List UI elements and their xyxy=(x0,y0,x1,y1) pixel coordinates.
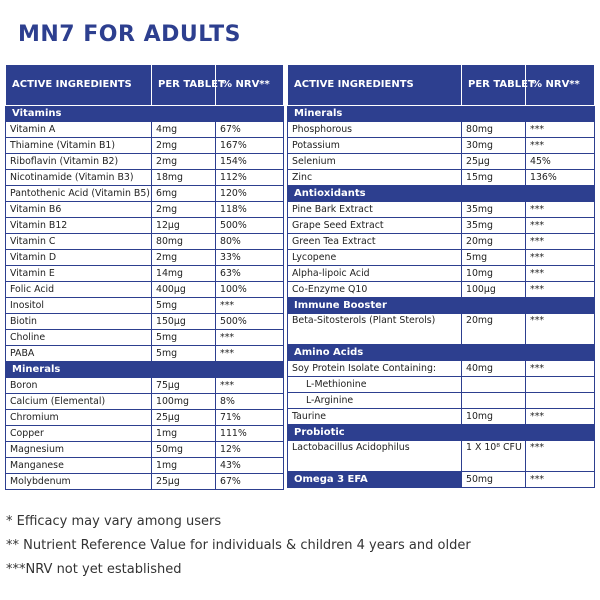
footnote: * Efficacy may vary among users xyxy=(6,514,222,529)
table-row xyxy=(288,122,595,138)
amount-cell: 50mg xyxy=(462,472,526,488)
section-header-row xyxy=(6,106,284,122)
nrv-cell: 80% xyxy=(216,234,284,250)
table-row xyxy=(288,361,595,377)
ingredient-cell: Folic Acid xyxy=(6,282,152,298)
section-header-row xyxy=(288,106,595,122)
table-row xyxy=(288,314,595,345)
amount-cell: 75µg xyxy=(152,378,216,394)
header-nrv: % NRV** xyxy=(216,65,284,106)
nrv-cell: 111% xyxy=(216,426,284,442)
amount-cell: 2mg xyxy=(152,250,216,266)
nrv-cell: *** xyxy=(526,314,595,345)
amount-cell: 20mg xyxy=(462,314,526,345)
amount-cell: 25µg xyxy=(152,410,216,426)
nrv-cell: *** xyxy=(526,234,595,250)
table-row xyxy=(288,218,595,234)
nrv-cell: 112% xyxy=(216,170,284,186)
amount-cell: 50mg xyxy=(152,442,216,458)
table-row xyxy=(6,474,284,490)
nrv-cell: 100% xyxy=(216,282,284,298)
table-row xyxy=(288,154,595,170)
table-row xyxy=(6,170,284,186)
amount-cell: 6mg xyxy=(152,186,216,202)
table-row xyxy=(6,218,284,234)
nrv-cell: *** xyxy=(526,250,595,266)
ingredient-cell: Alpha-lipoic Acid xyxy=(288,266,462,282)
ingredient-cell: Riboflavin (Vitamin B2) xyxy=(6,154,152,170)
table-header-row xyxy=(288,65,595,106)
nrv-cell: 63% xyxy=(216,266,284,282)
ingredient-cell: Boron xyxy=(6,378,152,394)
table-row xyxy=(6,234,284,250)
amount-cell: 2mg xyxy=(152,202,216,218)
ingredient-cell: Soy Protein Isolate Containing: xyxy=(288,361,462,377)
section-title: Vitamins xyxy=(6,106,284,122)
amount-cell: 40mg xyxy=(462,361,526,377)
ingredient-cell: Biotin xyxy=(6,314,152,330)
nrv-cell: 120% xyxy=(216,186,284,202)
amount-cell: 14mg xyxy=(152,266,216,282)
amount-cell: 25µg xyxy=(152,474,216,490)
table-header-row xyxy=(6,65,284,106)
nrv-cell: 43% xyxy=(216,458,284,474)
ingredient-cell: Pantothenic Acid (Vitamin B5) xyxy=(6,186,152,202)
section-title: Omega 3 EFA xyxy=(288,472,462,488)
nrv-cell: 33% xyxy=(216,250,284,266)
amount-cell: 25µg xyxy=(462,154,526,170)
amount-cell: 35mg xyxy=(462,218,526,234)
amount-cell: 1mg xyxy=(152,426,216,442)
amount-cell: 150µg xyxy=(152,314,216,330)
table-row xyxy=(288,138,595,154)
amount-cell: 5mg xyxy=(152,346,216,362)
table-row xyxy=(6,250,284,266)
ingredient-cell: Molybdenum xyxy=(6,474,152,490)
header-nrv: % NRV** xyxy=(526,65,595,106)
ingredient-cell: Magnesium xyxy=(6,442,152,458)
ingredient-cell: Vitamin E xyxy=(6,266,152,282)
table-row xyxy=(288,282,595,298)
table-row xyxy=(6,202,284,218)
ingredient-cell: Choline xyxy=(6,330,152,346)
amount-cell: 12µg xyxy=(152,218,216,234)
ingredient-cell: Taurine xyxy=(288,409,462,425)
section-title: Probiotic xyxy=(288,425,595,441)
nrv-cell: 67% xyxy=(216,474,284,490)
page-title: MN7 FOR ADULTS xyxy=(18,22,241,47)
table-row xyxy=(6,330,284,346)
section-header-row xyxy=(288,345,595,361)
ingredient-cell: Nicotinamide (Vitamin B3) xyxy=(6,170,152,186)
amount-cell: 2mg xyxy=(152,154,216,170)
ingredients-table-left xyxy=(5,64,284,490)
ingredient-cell: Potassium xyxy=(288,138,462,154)
amount-cell: 100mg xyxy=(152,394,216,410)
ingredient-cell: Copper xyxy=(6,426,152,442)
nrv-cell: *** xyxy=(216,330,284,346)
header-per-tablet: PER TABLET xyxy=(462,65,526,106)
section-header-row xyxy=(288,425,595,441)
footnote: ***NRV not yet established xyxy=(6,562,182,577)
amount-cell: 5mg xyxy=(152,298,216,314)
table-row xyxy=(288,250,595,266)
nrv-cell: *** xyxy=(526,441,595,472)
ingredient-cell: Vitamin D xyxy=(6,250,152,266)
ingredient-cell: Lycopene xyxy=(288,250,462,266)
nrv-cell: 71% xyxy=(216,410,284,426)
ingredients-table-right xyxy=(287,64,595,488)
table-row xyxy=(6,410,284,426)
nrv-cell: *** xyxy=(216,298,284,314)
amount-cell: 80mg xyxy=(462,122,526,138)
section-title: Amino Acids xyxy=(288,345,595,361)
ingredient-cell: Vitamin A xyxy=(6,122,152,138)
table-row xyxy=(6,266,284,282)
nrv-cell: *** xyxy=(216,378,284,394)
amount-cell: 20mg xyxy=(462,234,526,250)
nrv-cell: *** xyxy=(526,361,595,377)
table-row xyxy=(288,393,595,409)
nrv-cell: 154% xyxy=(216,154,284,170)
table-row xyxy=(288,409,595,425)
nrv-cell: 45% xyxy=(526,154,595,170)
nrv-cell: 118% xyxy=(216,202,284,218)
table-row xyxy=(288,472,595,488)
ingredient-cell: Vitamin B12 xyxy=(6,218,152,234)
amount-cell: 18mg xyxy=(152,170,216,186)
section-title: Minerals xyxy=(288,106,595,122)
header-ingredients: ACTIVE INGREDIENTS xyxy=(6,65,152,106)
ingredient-cell: Inositol xyxy=(6,298,152,314)
ingredient-cell: Selenium xyxy=(288,154,462,170)
nrv-cell: *** xyxy=(526,266,595,282)
ingredient-cell: L-Arginine xyxy=(288,393,462,409)
section-header-row xyxy=(6,362,284,378)
nrv-cell: 67% xyxy=(216,122,284,138)
ingredient-cell: Vitamin B6 xyxy=(6,202,152,218)
nrv-cell: *** xyxy=(526,202,595,218)
amount-cell xyxy=(462,393,526,409)
table-row xyxy=(288,202,595,218)
amount-cell: 4mg xyxy=(152,122,216,138)
nrv-cell: 136% xyxy=(526,170,595,186)
amount-cell: 5mg xyxy=(152,330,216,346)
section-header-row xyxy=(288,186,595,202)
amount-cell: 2mg xyxy=(152,138,216,154)
table-row xyxy=(6,122,284,138)
table-row xyxy=(288,441,595,472)
header-ingredients: ACTIVE INGREDIENTS xyxy=(288,65,462,106)
nrv-cell: 500% xyxy=(216,218,284,234)
table-row xyxy=(6,314,284,330)
ingredient-cell: Co-Enzyme Q10 xyxy=(288,282,462,298)
footnote: ** Nutrient Reference Value for individuals & children 4 years and older xyxy=(6,538,471,553)
ingredient-cell: Chromium xyxy=(6,410,152,426)
table-row xyxy=(6,458,284,474)
nrv-cell: *** xyxy=(526,122,595,138)
section-title: Immune Booster xyxy=(288,298,595,314)
amount-cell: 80mg xyxy=(152,234,216,250)
section-title: Minerals xyxy=(6,362,284,378)
amount-cell: 30mg xyxy=(462,138,526,154)
nrv-cell: *** xyxy=(216,346,284,362)
nrv-cell: 500% xyxy=(216,314,284,330)
table-row xyxy=(6,282,284,298)
header-per-tablet: PER TABLET xyxy=(152,65,216,106)
section-title: Antioxidants xyxy=(288,186,595,202)
nrv-cell xyxy=(526,377,595,393)
nrv-cell: *** xyxy=(526,138,595,154)
amount-cell: 5mg xyxy=(462,250,526,266)
table-row xyxy=(288,377,595,393)
ingredient-cell: Grape Seed Extract xyxy=(288,218,462,234)
section-header-row xyxy=(288,298,595,314)
ingredient-cell: Thiamine (Vitamin B1) xyxy=(6,138,152,154)
nrv-cell: 12% xyxy=(216,442,284,458)
ingredient-cell: Manganese xyxy=(6,458,152,474)
amount-cell: 10mg xyxy=(462,266,526,282)
table-row xyxy=(6,426,284,442)
ingredient-cell: Lactobacillus Acidophilus xyxy=(288,441,462,472)
amount-cell: 15mg xyxy=(462,170,526,186)
footnotes xyxy=(6,510,471,582)
ingredient-cell: Vitamin C xyxy=(6,234,152,250)
amount-cell: 1 X 10⁸ CFU xyxy=(462,441,526,472)
table-row xyxy=(6,346,284,362)
amount-cell xyxy=(462,377,526,393)
table-row xyxy=(6,298,284,314)
nrv-cell: 167% xyxy=(216,138,284,154)
amount-cell: 10mg xyxy=(462,409,526,425)
table-row xyxy=(6,138,284,154)
nrv-cell xyxy=(526,393,595,409)
amount-cell: 1mg xyxy=(152,458,216,474)
amount-cell: 35mg xyxy=(462,202,526,218)
ingredient-cell: Calcium (Elemental) xyxy=(6,394,152,410)
nrv-cell: 8% xyxy=(216,394,284,410)
table-row xyxy=(6,442,284,458)
amount-cell: 100µg xyxy=(462,282,526,298)
ingredient-cell: PABA xyxy=(6,346,152,362)
table-row xyxy=(6,378,284,394)
ingredient-cell: L-Methionine xyxy=(288,377,462,393)
nrv-cell: *** xyxy=(526,282,595,298)
table-row xyxy=(6,154,284,170)
amount-cell: 400µg xyxy=(152,282,216,298)
ingredient-cell: Pine Bark Extract xyxy=(288,202,462,218)
ingredient-cell: Phosphorous xyxy=(288,122,462,138)
ingredient-cell: Green Tea Extract xyxy=(288,234,462,250)
table-row xyxy=(288,234,595,250)
nrv-cell: *** xyxy=(526,409,595,425)
ingredient-cell: Zinc xyxy=(288,170,462,186)
ingredient-cell: Beta-Sitosterols (Plant Sterols) xyxy=(288,314,462,345)
table-row xyxy=(6,394,284,410)
table-row xyxy=(288,170,595,186)
table-row xyxy=(6,186,284,202)
nrv-cell: *** xyxy=(526,472,595,488)
table-row xyxy=(288,266,595,282)
nrv-cell: *** xyxy=(526,218,595,234)
